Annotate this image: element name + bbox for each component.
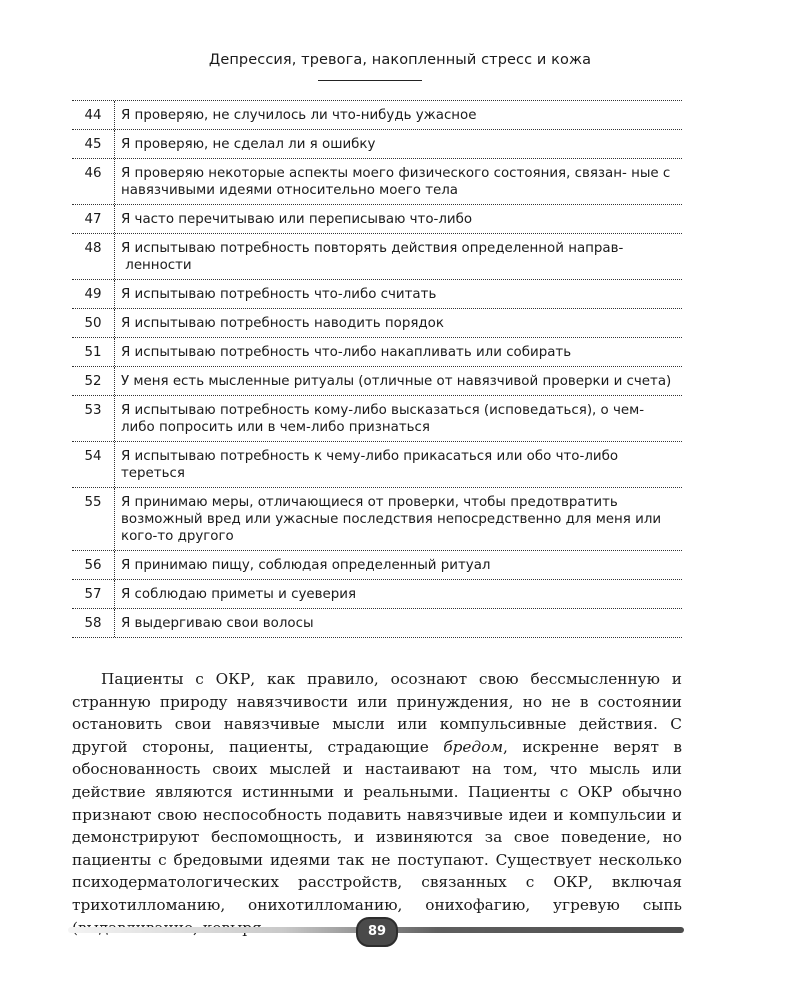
table-row — [72, 101, 682, 130]
item-text: Я испытываю потребность кому-либо высказаться (исповедаться), о чем-либо попросить или в чем-либо признаться — [121, 403, 645, 435]
item-number: 46 — [72, 159, 115, 204]
item-number: 48 — [72, 234, 115, 279]
item-number: 47 — [72, 205, 115, 233]
table-row — [72, 234, 682, 280]
item-text: Я испытываю потребность наводить порядок — [121, 316, 444, 331]
item-text: Я принимаю меры, отличающиеся от проверки, чтобы предотвратить возможный вред или ужасные последствия непосредственно для меня или кого-то другого — [121, 495, 662, 544]
item-number: 51 — [72, 338, 115, 366]
item-number: 55 — [72, 488, 115, 550]
page-number: 89 — [356, 917, 398, 947]
header-divider — [318, 80, 422, 81]
item-text: У меня есть мысленные ритуалы (отличные от навязчивой проверки и счета) — [121, 374, 672, 389]
table-row — [72, 367, 682, 396]
item-number: 54 — [72, 442, 115, 487]
questionnaire-table — [72, 100, 682, 638]
table-row — [72, 205, 682, 234]
item-text: Я проверяю, не случилось ли что-нибудь ужасное — [121, 108, 477, 123]
item-text: Я проверяю некоторые аспекты моего физического состояния, связан- ные с навязчивыми идеями относительно моего тела — [121, 166, 671, 198]
item-text: Я принимаю пищу, соблюдая определенный ритуал — [121, 558, 491, 573]
item-text: Я испытываю потребность что-либо накапливать или собирать — [121, 345, 572, 360]
item-number: 49 — [72, 280, 115, 308]
item-number: 58 — [72, 609, 115, 637]
paragraph-text-start: Пациенты с ОКР, как правило, осознают свою бессмысленную и странную природу навязчивости или принуждения, но не в состоянии остановить свои навязчивые мысли или компульсивные действия. С другой стороны, пациенты, страдающие — [72, 670, 682, 756]
table-row — [72, 338, 682, 367]
table-row — [72, 609, 682, 638]
item-number: 57 — [72, 580, 115, 608]
item-number: 52 — [72, 367, 115, 395]
table-row — [72, 130, 682, 159]
item-text: Я часто перечитываю или переписываю что-либо — [121, 212, 473, 227]
item-text: Я испытываю потребность повторять действия определенной направ- ленности — [121, 241, 624, 273]
body-paragraph — [72, 668, 682, 939]
item-text: Я соблюдаю приметы и суеверия — [121, 587, 356, 602]
item-number: 50 — [72, 309, 115, 337]
table-row — [72, 551, 682, 580]
table-row — [72, 488, 682, 551]
item-text: Я выдергиваю свои волосы — [121, 616, 314, 631]
paragraph-text-end: , искренне верят в обоснованность своих мыслей и настаивают на том, что мысль или действие являются истинными и реальными. Пациенты с ОКР обычно признают свою неспособность подавить навязчивые идеи и компульсии и демонстрируют беспомощность, и извиняются за свое поведение, но пациенты с бредовыми идеями так не поступают. Существует несколько психодерматологических расстройств, связанных с ОКР, включая трихотилломанию, онихотилломанию, онихофагию, угревую сыпь — [72, 737, 682, 914]
item-number: 44 — [72, 101, 115, 129]
item-text: Я проверяю, не сделал ли я ошибку — [121, 137, 376, 152]
item-number: 45 — [72, 130, 115, 158]
table-row — [72, 580, 682, 609]
item-text: Я испытываю потребность к чему-либо прикасаться или обо что-либо тереться — [121, 449, 619, 481]
table-row — [72, 159, 682, 205]
table-row — [72, 442, 682, 488]
item-text: Я испытываю потребность что-либо считать — [121, 287, 437, 302]
running-header: Депрессия, тревога, накопленный стресс и кожа — [208, 52, 592, 68]
table-row — [72, 309, 682, 338]
table-row — [72, 280, 682, 309]
paragraph-emphasis: бредом — [443, 737, 504, 756]
item-number: 53 — [72, 396, 115, 441]
item-number: 56 — [72, 551, 115, 579]
table-row — [72, 396, 682, 442]
